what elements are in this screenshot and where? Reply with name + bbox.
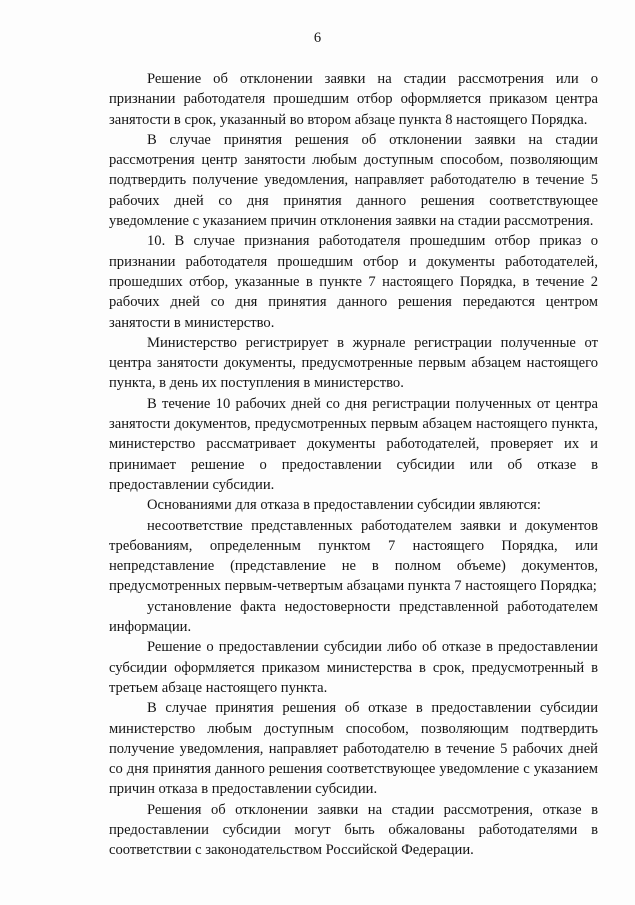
paragraph-refusal-grounds: Основаниями для отказа в предоставлении субсидии являются:	[147, 497, 541, 514]
paragraph-refusal-notice: В случае принятия решения об отказе в предоставлении субсидии министерство любым доступным способом, позволяющим подтвердить получение уведомления, направляет работодателю в течение 5 рабочих дней со дня принятия данного решения соответствующее уведомление с указанием причин отказа в предоставлении субсидии.	[109, 700, 598, 798]
paragraph-subsidy-decision-order: Решение о предоставлении субсидии либо об отказе в предоставлении субсидии оформляется приказом министерства в срок, предусмотренный в третьем абзаце настоящего пункта.	[109, 639, 598, 696]
paragraph-appeal: Решения об отклонении заявки на стадии рассмотрения, отказе в предоставлении субсидии могут быть обжалованы работодателями в соответствии с законодательством Российской Федерации.	[109, 801, 598, 859]
paragraph-ministry-registration: Министерство регистрирует в журнале регистрации полученные от центра занятости документы, предусмотренные первым абзацем настоящего пункта, в день их поступления в министерство.	[109, 334, 598, 392]
paragraph-ministry-review: В течение 10 рабочих дней со дня регистрации полученных от центра занятости документов, предусмотренных первым абзацем настоящего пункта, министерство рассматривает документы работодателей, проверяет их и принимает решение о предоставлении субсидии или об отказе в предоставлении субсидии.	[109, 395, 598, 493]
paragraph-ground-noncompliance: несоответствие представленных работодателем заявки и документов требованиям, определенным пунктом 7 настоящего Порядка, или непредставление (представление не в полном объеме) документов, предусмотренных первым-четвертым абзацами пункта 7 настоящего Порядка;	[109, 517, 598, 595]
paragraph-rejection-notice: В случае принятия решения об отклонении заявки на стадии рассмотрения центр занятости любым доступным способом, позволяющим подтвердить получение уведомления, направляет работодателю в течение 5 рабочих дней со дня принятия данного решения соответствующее уведомление с указанием причин отклонения заявки на стадии рассмотрения.	[109, 131, 598, 230]
paragraph-decision-rejection-order: Решение об отклонении заявки на стадии рассмотрения или о признании работодателя прошедшим отбор оформляется приказом центра занятости в срок, указанный во втором абзаце пункта 8 настоящего Порядка.	[109, 71, 598, 128]
paragraph-item-10: 10. В случае признания работодателя прошедшим отбор приказ о признании работодателя прошедшим отбор и документы работодателей, прошедших отбор, указанные в пункте 7 настоящего Порядка, в течение 2 рабочих дней со дня принятия данного решения передаются центром занятости в министерство.	[109, 233, 598, 331]
document-body	[109, 69, 598, 861]
page-number: 6	[313, 30, 322, 46]
paragraph-ground-inaccuracy: установление факта недостоверности представленной работодателем информации.	[109, 598, 598, 636]
